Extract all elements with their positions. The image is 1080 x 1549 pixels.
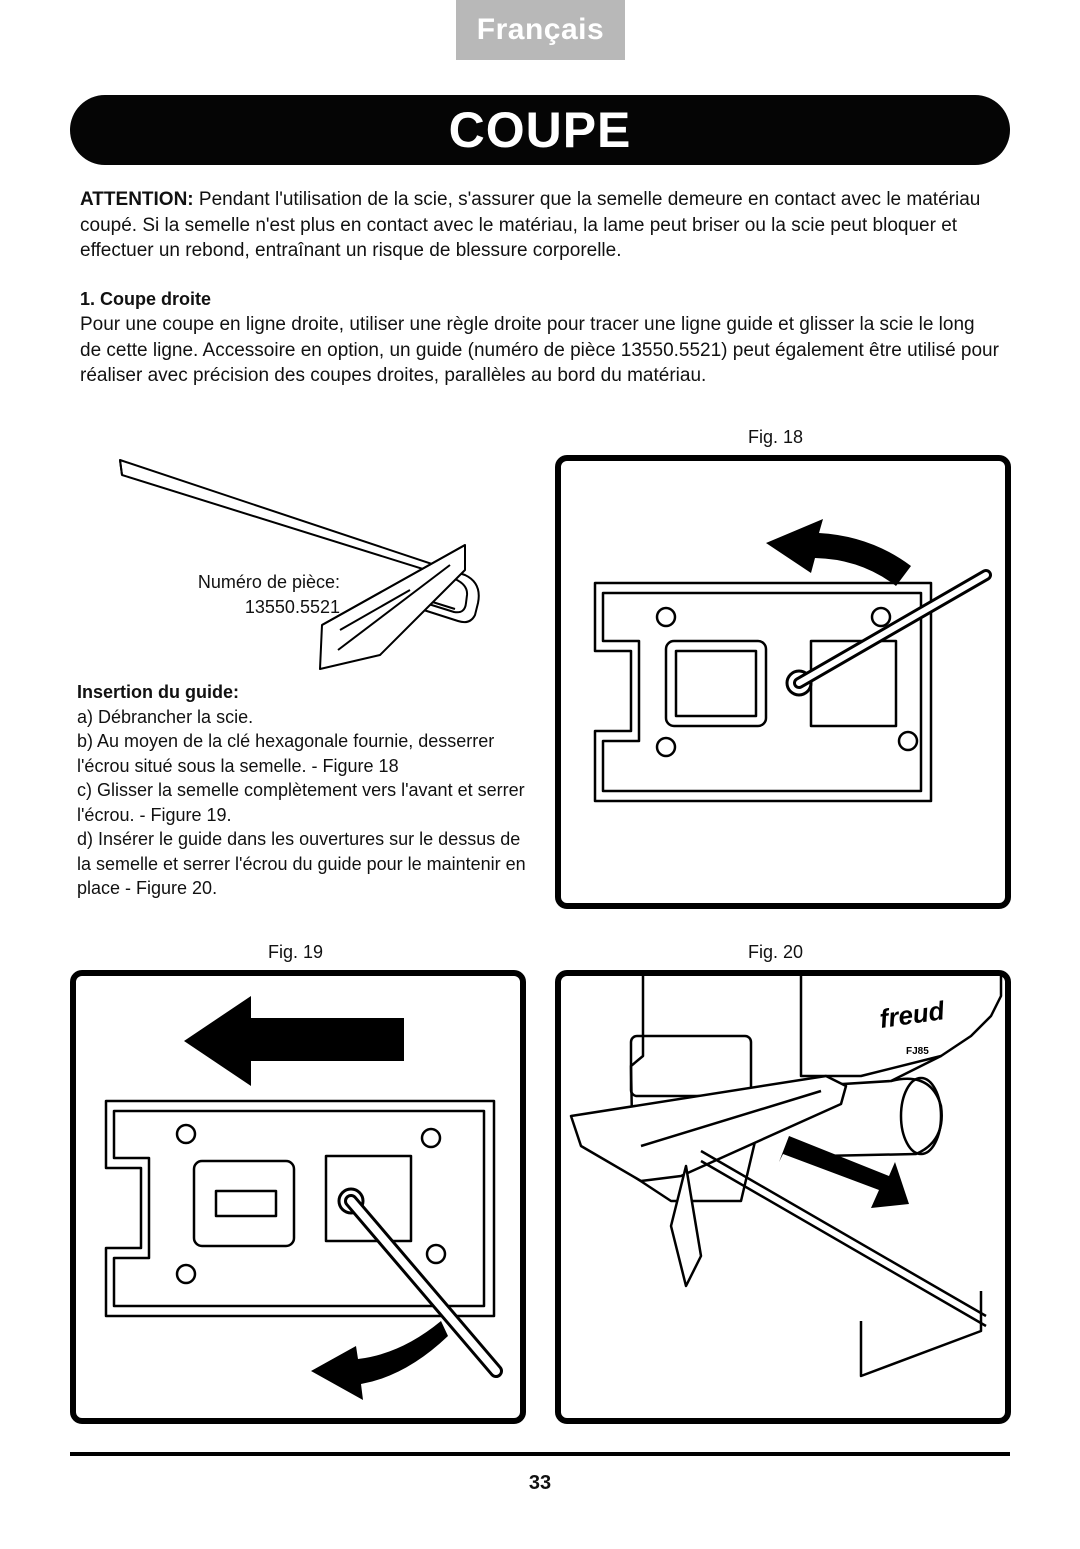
coupe-droite-paragraph: Pour une coupe en ligne droite, utiliser une règle droite pour tracer une ligne guide et glisser la scie le long de cette ligne. Accessoire en option, un guide (numéro de pièce 13550.5521) peut également être utilisé pour réaliser avec précision des coupes droites, parallèles au bord du matériau.: [80, 314, 999, 386]
arrow-left-icon: [184, 996, 404, 1086]
footer-rule: [70, 1452, 1010, 1456]
parallel-guide-illustration: [110, 455, 490, 680]
fig20-frame: [555, 970, 1011, 1424]
fig18-label: Fig. 18: [748, 427, 804, 447]
page-number: 33: [528, 1472, 552, 1494]
section-heading-coupe-droite: 1. Coupe droite: [80, 289, 212, 309]
step-b: b) Au moyen de la clé hexagonale fournie, desserrer l'écrou situé sous la semelle. - Figure 18: [77, 731, 495, 776]
language-tab: Français: [456, 0, 625, 60]
rotate-arrow-icon: [766, 519, 911, 586]
fig20-brand-logo: freud: [877, 995, 947, 1034]
step-d: d) Insérer le guide dans les ouvertures sur le dessus de la semelle et serrer l'écrou du guide pour le maintenir en place - Figure 20.: [77, 829, 526, 898]
page-title: COUPE: [70, 95, 1010, 165]
attention-text: Pendant l'utilisation de la scie, s'assurer que la semelle demeure en contact avec le matériau coupé. Si la semelle n'est plus en contact avec le matériau, la lame peut briser ou la scie peut bloquer et effectuer un rebond, entraînant un risque de blessure corporelle.: [80, 189, 981, 261]
part-number-caption: Numéro de pièce:: [197, 572, 340, 592]
fig19-frame: [70, 970, 526, 1424]
part-number-label: [160, 570, 340, 620]
fig20-model-label: FJ85: [906, 1046, 929, 1057]
fig18-illustration: [561, 461, 1005, 903]
insertion-heading: Insertion du guide:: [77, 682, 239, 702]
attention-paragraph: [80, 187, 1000, 264]
part-number-value: 13550.5521: [244, 597, 340, 617]
step-a: a) Débrancher la scie.: [77, 706, 254, 727]
fig20-illustration: [561, 976, 1005, 1418]
insertion-steps: [77, 680, 537, 901]
attention-label: ATTENTION:: [80, 189, 194, 210]
fig19-label: Fig. 19: [268, 942, 324, 962]
step-c: c) Glisser la semelle complètement vers l'avant et serrer l'écrou. - Figure 19.: [77, 780, 525, 825]
fig19-illustration: [76, 976, 520, 1418]
fig18-frame: [555, 455, 1011, 909]
rotate-arrow-icon: [311, 1321, 448, 1400]
arrow-push-icon: [779, 1136, 909, 1208]
fig20-label: Fig. 20: [748, 942, 804, 962]
